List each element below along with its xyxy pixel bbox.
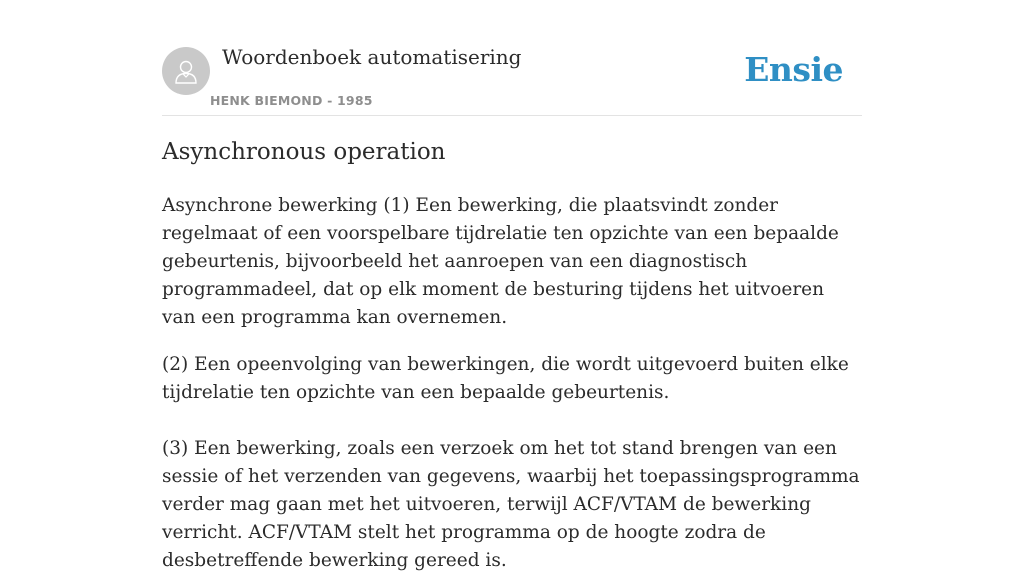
author-avatar[interactable] (162, 47, 210, 95)
author-line (210, 93, 373, 108)
page (162, 0, 862, 571)
book-title[interactable]: Woordenboek automatisering (222, 45, 522, 69)
entry-paragraph: (2) Een opeenvolging van bewerkingen, die wordt uitgevoerd buiten elke tijdrelatie ten opzichte van een bepaalde gebeurtenis. (162, 354, 849, 403)
author-separator: - (322, 93, 338, 108)
entry-paragraph: (3) Een bewerking, zoals een verzoek om het tot stand brengen van een sessie of het verzenden van gegevens, waarbij het toepassingsprogramma verder mag gaan met het uitvoeren, terwijl ACF/VTAM de bewerking verricht. ACF/VTAM stelt het programma op de hoogte zodra de desbetreffende bewerking gereed is. (162, 438, 860, 571)
header (162, 0, 862, 116)
user-silhouette-icon (172, 57, 200, 85)
author-name[interactable]: HENK BIEMOND (210, 93, 323, 108)
entry-content (162, 192, 862, 575)
entry-title: Asynchronous operation (162, 139, 446, 165)
publication-year: 1985 (337, 93, 373, 108)
brand-logo[interactable]: Ensie (744, 50, 843, 89)
entry-paragraph: Asynchrone bewerking (1) Een bewerking, die plaatsvindt zonder regelmaat of een voorspelbare tijdrelatie ten opzichte van een bepaalde gebeurtenis, bijvoorbeeld het aanroepen van een diagnostisch programmadeel, dat op elk moment de besturing tijdens het uitvoeren van een programma kan overnemen. (162, 195, 839, 328)
